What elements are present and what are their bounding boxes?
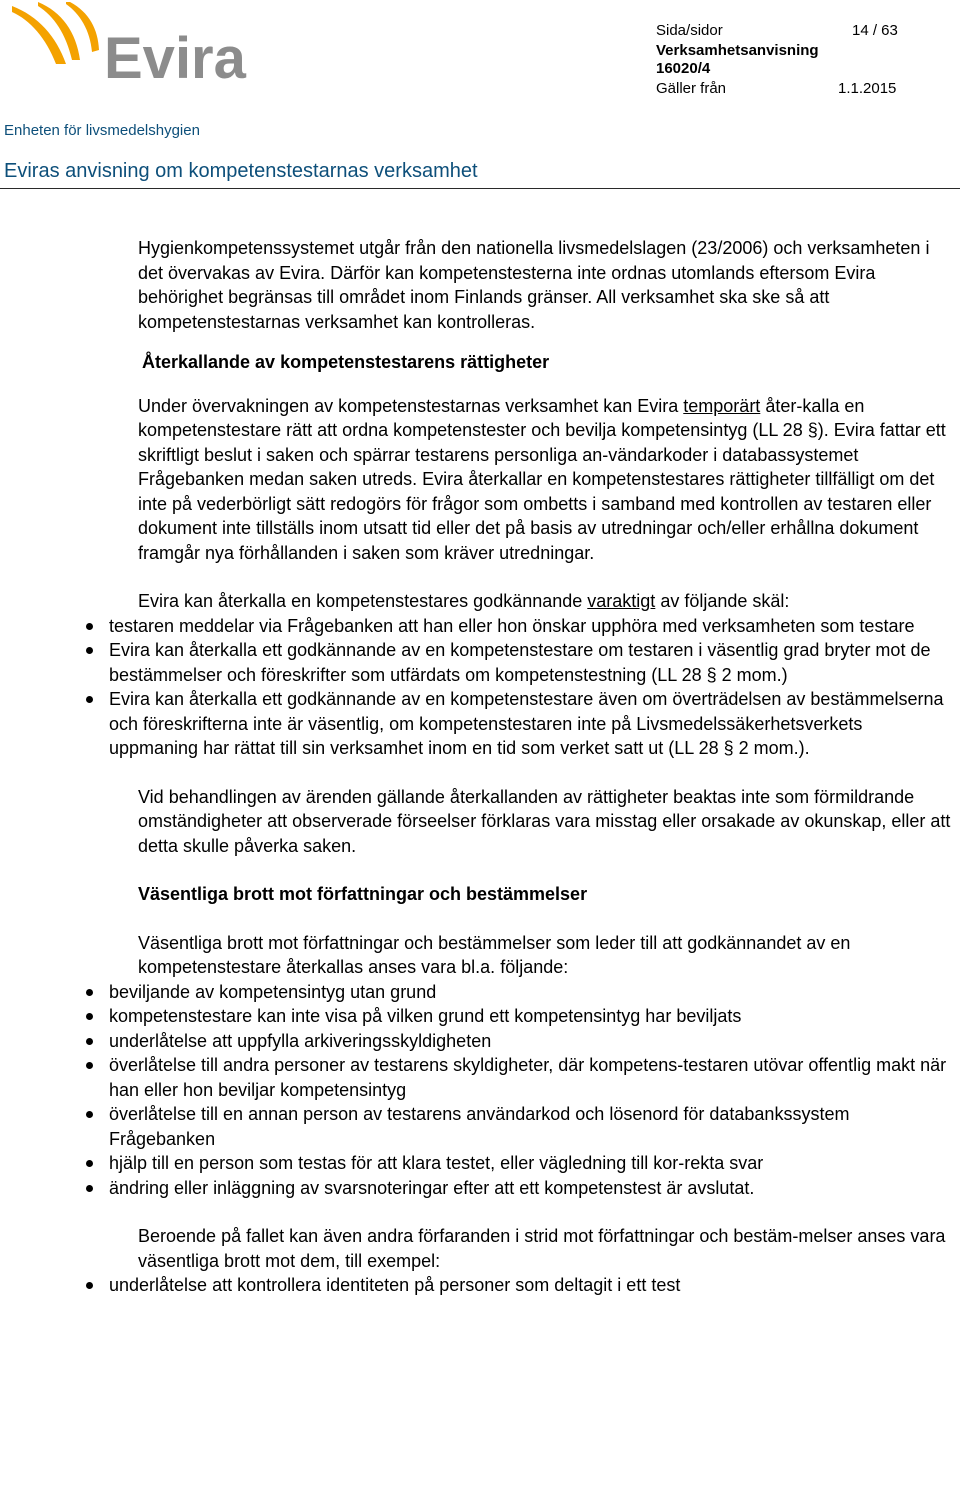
- list-item: Evira kan återkalla ett godkännande av en kompetenstestare även om överträdelsen av bestämmelserna och föreskrifterna inte är väsentlig, om kompetenstestaren inte på Livsmedelssäkerhetsverkets uppmaning har rättat till sin verksamhet inom en tid som verket satt ut (LL 28 § 2 mom.).: [0, 687, 954, 761]
- list-item: beviljande av kompetensintyg utan grund: [0, 980, 954, 1005]
- section-heading-violations: Väsentliga brott mot författningar och bestämmelser: [138, 884, 588, 904]
- paragraph-mitigating: Vid behandlingen av ärenden gällande återkallanden av rättigheter beaktas inte som förmildrande omständigheter att observerade förseelser förklaras vara misstag eller orsakade av okunskap, eller att detta skulle påverka saken.: [138, 786, 951, 856]
- paragraph-intro: Hygienkompetenssystemet utgår från den nationella livsmedelslagen (23/2006) och verksamheten i det övervakas av Evira. Därför kan kompetenstesterna inte ordnas utomlands eftersom Evira behörighet begränsas till området inom Finlands gränser. All verksamhet ska ske så att kompetenstestarnas verksamhet kan kontrolleras.: [138, 238, 930, 332]
- paragraph-temporary-revocation: [138, 394, 954, 566]
- p3-text-a: Evira kan återkalla en kompetenstestares godkännande: [138, 591, 588, 611]
- document-body: [109, 236, 954, 1298]
- list-item: överlåtelse till en annan person av testarens användarkod och lösenord för databankssystem Frågebanken: [0, 1102, 954, 1151]
- list-item: ändring eller inläggning av svarsnoteringar efter att ett kompetenstest är avslutat.: [0, 1176, 954, 1201]
- paragraph-permanent-revocation: [138, 589, 954, 614]
- document-title: Eviras anvisning om kompetenstestarnas verksamhet: [4, 160, 478, 182]
- list-item: testaren meddelar via Frågebanken att han eller hon önskar upphöra med verksamheten som testare: [0, 614, 954, 639]
- p2-text-b: åter-kalla en kompetenstestare rätt att ordna kompetenstester och bevilja kompetensintyg (LL 28 §). Evira fattar ett skriftligt beslut i saken och spärrar testarens personliga an-vändarkoder i databassystemet Frågebanken medan saken utreds. Evira återkallar en kompetenstestares rättigheter tillfälligt om det inte på vederbörligt sätt redogörs för frågor som ombetts i samband med kontrollen av testaren eller dokument inte tillställs inom utsatt tid eller det på basis av utredningar och/eller erhållna dokument framgår nya förhållanden i saken som kräver utredningar.: [138, 395, 946, 563]
- header-divider: [0, 188, 960, 189]
- list-item: kompetenstestare kan inte visa på vilken grund ett kompetensintyg har beviljats: [0, 1004, 954, 1029]
- list-item: underlåtelse att uppfylla arkiveringsskyldigheten: [0, 1029, 954, 1054]
- p2-text-a: Under övervakningen av kompetenstestarnas verksamhet kan Evira: [138, 395, 684, 416]
- page-number: 14 / 63: [852, 22, 898, 39]
- list-item: Evira kan återkalla ett godkännande av en kompetenstestare om testaren i väsentlig grad bryter mot de bestämmelser och föreskrifter som utfärdats om kompetenstestning (LL 28 § 2 mom.): [0, 638, 954, 687]
- p2-underlined: temporärt: [683, 395, 761, 416]
- p3-underlined: varaktigt: [587, 591, 656, 611]
- valid-from-date: 1.1.2015: [838, 80, 897, 97]
- paragraph-violations-intro: Väsentliga brott mot författningar och bestämmelser som leder till att godkännandet av en kompetenstestare återkallas anses vara bl.a. följande:: [138, 932, 851, 977]
- list-violations: [109, 980, 954, 1201]
- valid-from-label: Gäller från: [656, 80, 727, 97]
- list-item: överlåtelse till andra personer av testarens skyldigheter, där kompetens-testaren utövar offentlig makt när han eller hon beviljar kompetensintyg: [0, 1053, 954, 1102]
- list-revocation-reasons: [109, 614, 954, 761]
- page-label: Sida/sidor: [656, 22, 723, 39]
- p3-text-b: av följande skäl:: [655, 591, 790, 611]
- list-item: hjälp till en person som testas för att klara testet, eller vägledning till kor-rekta svar: [0, 1151, 954, 1176]
- list-other-violations: [109, 1273, 954, 1298]
- document-number: 16020/4: [656, 60, 711, 77]
- department-unit: Enheten för livsmedelshygien: [4, 122, 200, 139]
- section-heading-revocation: Återkallande av kompetenstestarens rättigheter: [142, 352, 550, 372]
- logo-wordmark: Evira: [104, 26, 246, 86]
- list-item: underlåtelse att kontrollera identiteten på personer som deltagit i ett test: [0, 1273, 954, 1298]
- document-type: Verksamhetsanvisning: [656, 42, 819, 59]
- evira-logo: [4, 2, 264, 86]
- paragraph-other-violations: Beroende på fallet kan även andra förfaranden i strid mot författningar och bestäm-melser anses vara väsentliga brott mot dem, till exempel:: [138, 1226, 946, 1271]
